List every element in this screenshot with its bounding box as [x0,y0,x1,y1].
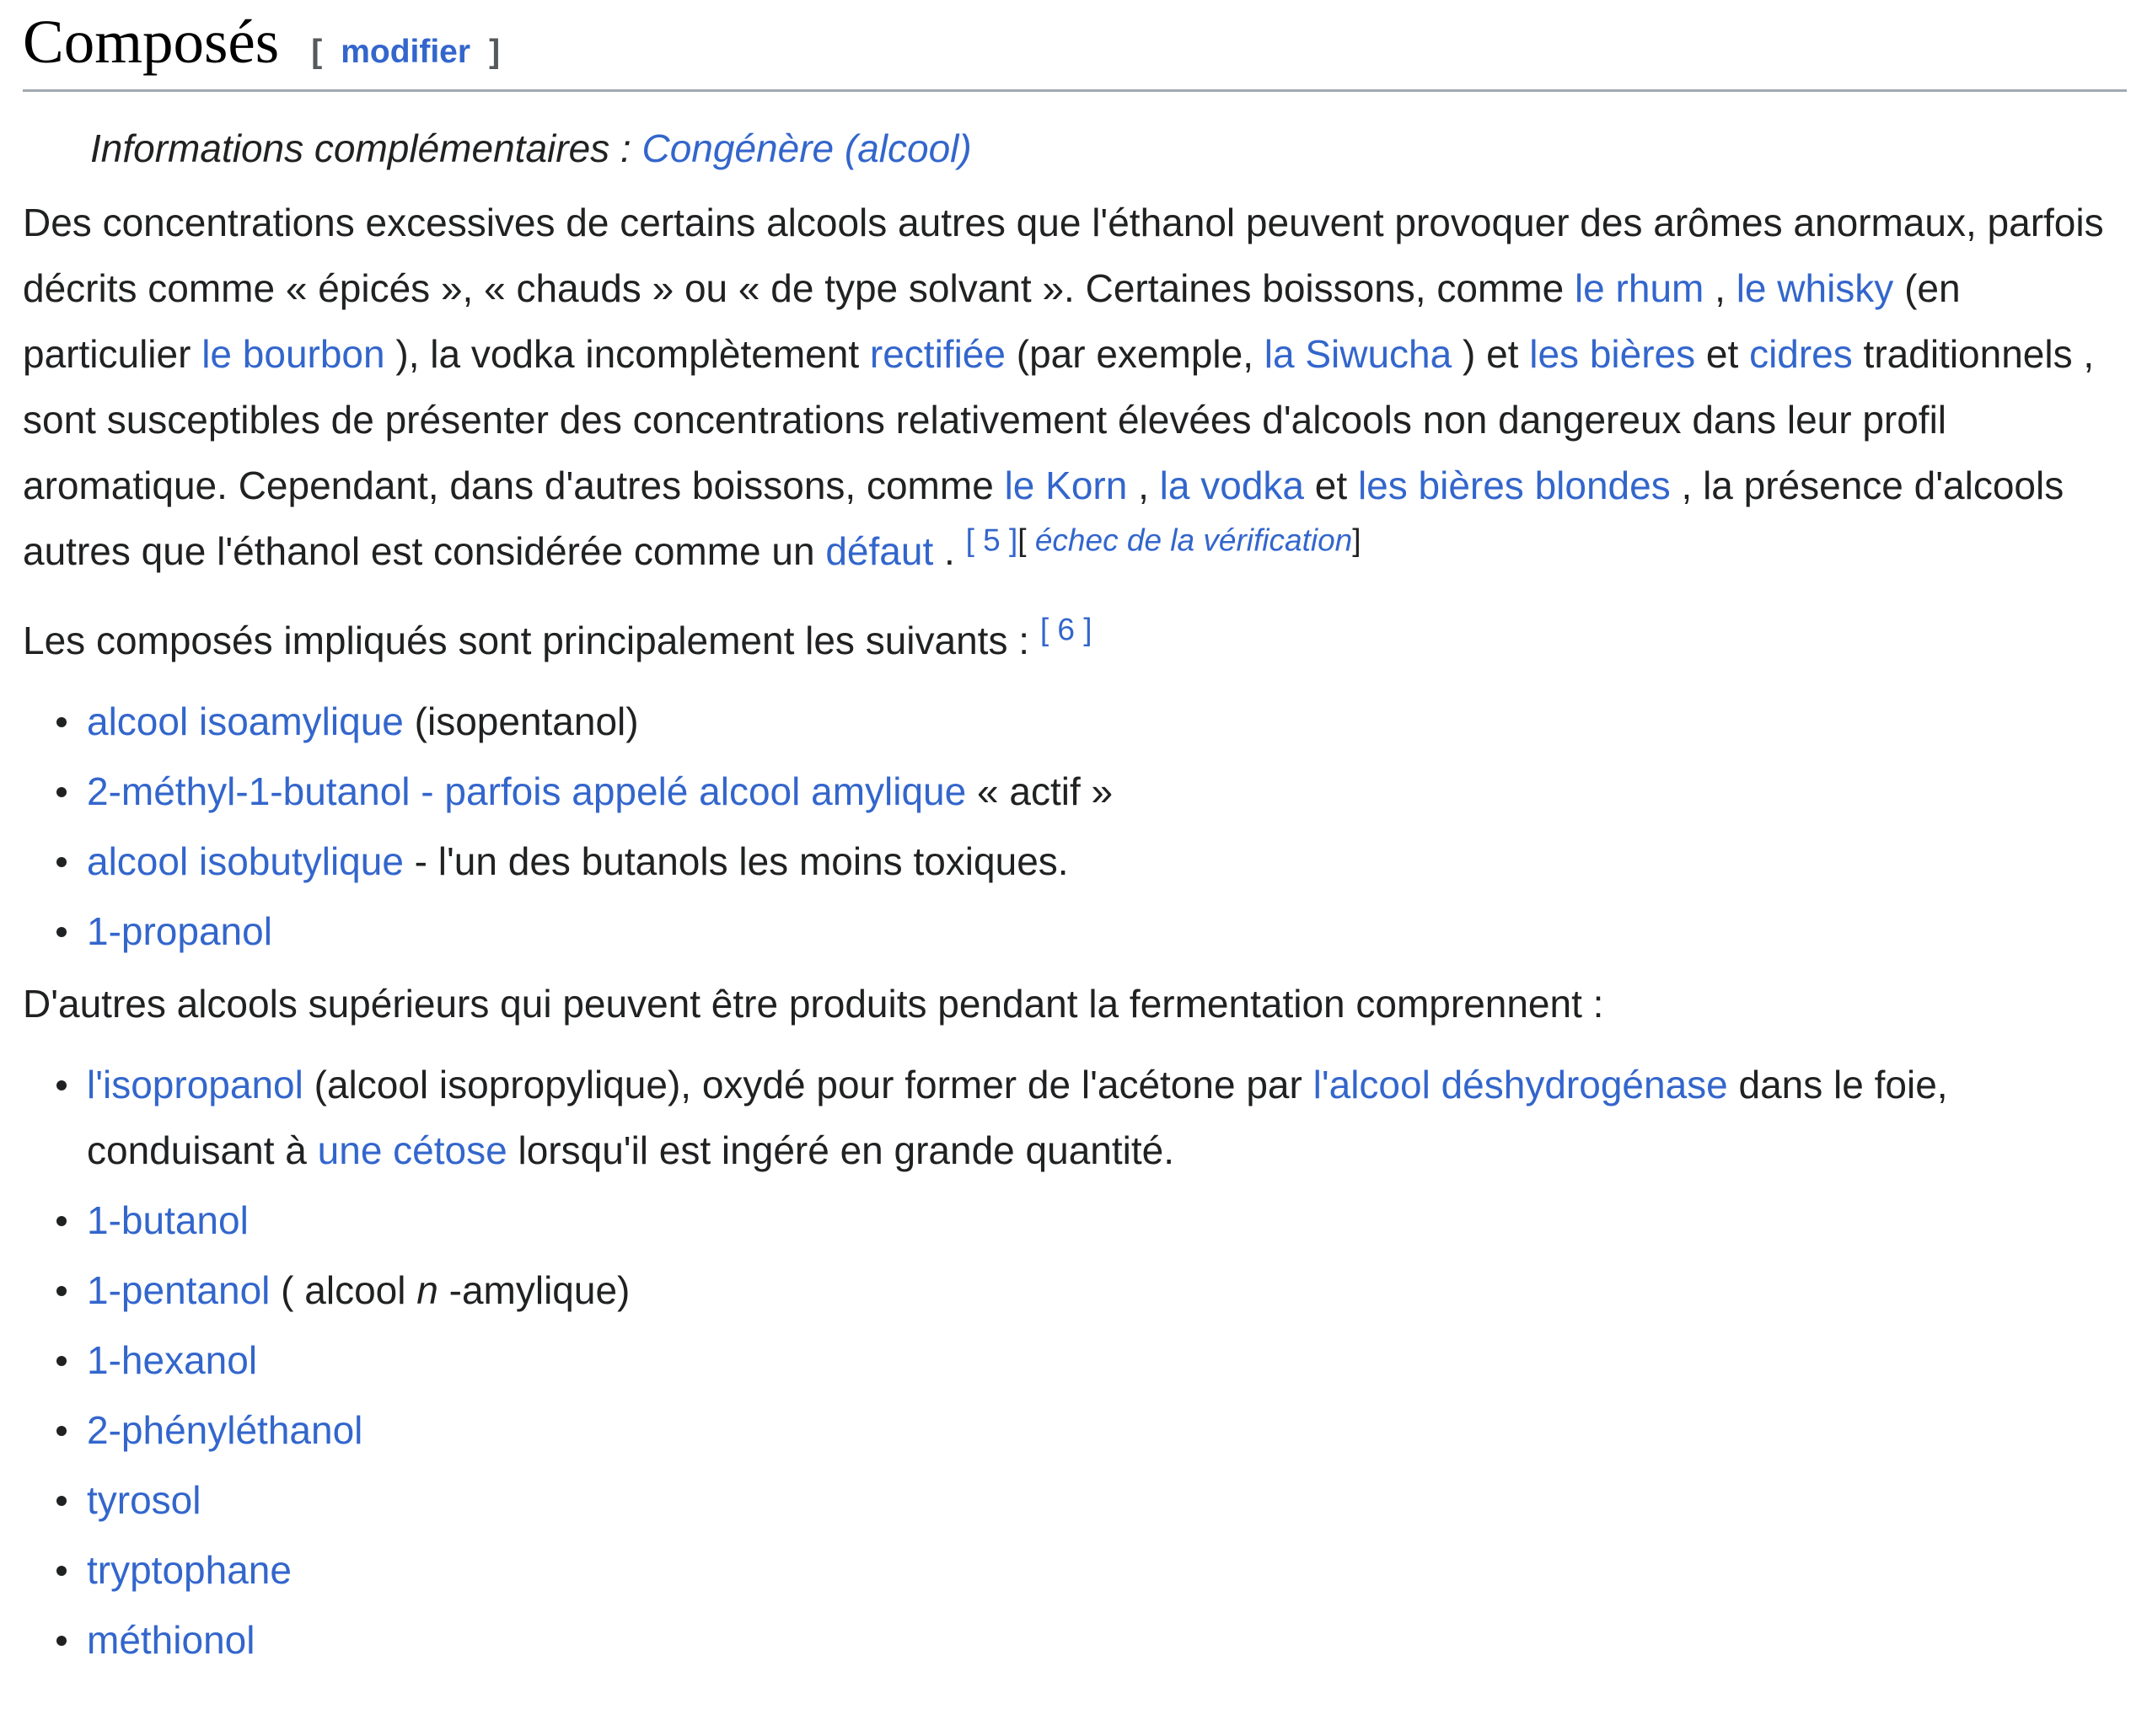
hatnote-prefix: Informations complémentaires : [90,126,642,170]
section-title: Composés [23,8,280,76]
link-cetose[interactable]: une cétose [317,1128,507,1172]
link-bieres[interactable]: les bières [1529,332,1696,376]
para-text: Les composés impliqués sont principalement les suivants : [23,619,1040,662]
para-text: traditionnels , sont susceptibles de présenter des concentrations relativement élevées d'alcools non dangereux dans leur profil aromatique. Cependant, dans d'autres boissons, comme [23,332,2095,507]
other-alcohols-list [23,1052,2127,1673]
para-text: ) et [1452,332,1530,376]
para-text: . [933,529,966,573]
para-text: , la présence d'alcools autres que l'éthanol est considérée comme un [23,463,2064,573]
verification-failed-tag [1017,523,1361,558]
list-item [23,1257,2127,1323]
link-isopropanol[interactable]: l'isopropanol [87,1063,303,1106]
reference-6 [1040,613,1092,647]
list-item [23,1537,2127,1603]
link-whisky[interactable]: le whisky [1736,266,1894,310]
reference-5-link[interactable]: [ 5 ] [965,522,1018,558]
list-item [23,898,2127,964]
paragraph-intro [23,190,2127,584]
list-item [23,689,2127,754]
article-content [23,0,2127,1677]
edit-bracket-close: ] [489,34,501,70]
section-heading [23,0,2127,92]
edit-section-link[interactable]: modifier [341,34,471,70]
link-cidres[interactable]: cidres [1749,332,1853,376]
list-item-italic: n [416,1268,438,1312]
reference-5 [966,523,1018,558]
paragraph-compounds [23,608,2127,673]
list-item [23,758,2127,824]
list-item-link[interactable]: 1-propanol [87,909,272,953]
para-text: (par exemple, [1005,332,1264,376]
list-item [23,1397,2127,1463]
list-item-link[interactable]: 2-phényléthanol [87,1408,363,1452]
para-text: (en particulier [23,266,1961,376]
link-bieres-blondes[interactable]: les bières blondes [1357,463,1671,507]
list-item-link[interactable]: 1-pentanol [87,1268,271,1312]
list-item [23,1467,2127,1533]
list-item-link[interactable]: alcool isobutylique [87,839,404,883]
list-item [23,1327,2127,1393]
list-item-link[interactable]: tyrosol [87,1478,201,1522]
list-item-text: lorsqu'il est ingéré en grande quantité. [507,1128,1175,1172]
hatnote-link[interactable]: Congénère (alcool) [641,126,972,170]
list-item-link[interactable]: 2-méthyl-1-butanol - parfois appelé alcool amylique [87,769,967,813]
compounds-list [23,689,2127,964]
list-item-link[interactable]: alcool isoamylique [87,699,404,743]
reference-6-link[interactable]: [ 6 ] [1039,612,1092,647]
list-item-text: ( alcool [270,1268,417,1312]
paragraph-other-alcohols: D'autres alcools supérieurs qui peuvent être produits pendant la fermentation comprennent : [23,982,1604,1026]
list-item [23,1187,2127,1253]
list-item-text: (isopentanol) [403,699,639,743]
para-text: , [1127,463,1160,507]
list-item-link[interactable]: 1-hexanol [87,1338,258,1382]
list-item-text: - l'un des butanols les moins toxiques. [403,839,1069,883]
fix-bracket-open: [ [1017,522,1027,558]
link-korn[interactable]: le Korn [1004,463,1128,507]
list-item [23,828,2127,894]
list-item-text: -amylique) [437,1268,631,1312]
verification-failed-link[interactable]: échec de la vérification [1026,522,1353,558]
hatnote [90,115,2127,181]
para-text: ), la vodka incomplètement [384,332,870,376]
link-defaut[interactable]: défaut [825,529,934,573]
list-item-text: « actif » [966,769,1114,813]
link-bourbon[interactable]: le bourbon [201,332,385,376]
para-text: et [1304,463,1358,507]
edit-bracket-open: [ [311,34,323,70]
fix-bracket-close: ] [1352,522,1361,558]
para-text: et [1695,332,1750,376]
link-rectifiee[interactable]: rectifiée [869,332,1006,376]
list-item [23,1607,2127,1673]
link-siwucha[interactable]: la Siwucha [1264,332,1452,376]
list-item-text: (alcool isopropylique), oxydé pour former de l'acétone par [303,1063,1313,1106]
list-item-link[interactable]: méthionol [87,1618,255,1662]
list-item-text: dans le foie, conduisant à [87,1063,1948,1172]
para-text: , [1704,266,1736,310]
para-text: Des concentrations excessives de certains alcools autres que l'éthanol peuvent provoquer des arômes anormaux, parfois décrits comme « épicés », « chauds » ou « de type solvant ». Certaines boissons, comme [23,201,2104,310]
list-item-link[interactable]: tryptophane [87,1548,292,1592]
link-alcool-deshydrogenase[interactable]: l'alcool déshydrogénase [1312,1063,1728,1106]
edit-section [311,34,500,71]
list-item [23,1052,2127,1183]
link-vodka[interactable]: la vodka [1159,463,1304,507]
link-rhum[interactable]: le rhum [1574,266,1704,310]
list-item-link[interactable]: 1-butanol [87,1198,249,1242]
